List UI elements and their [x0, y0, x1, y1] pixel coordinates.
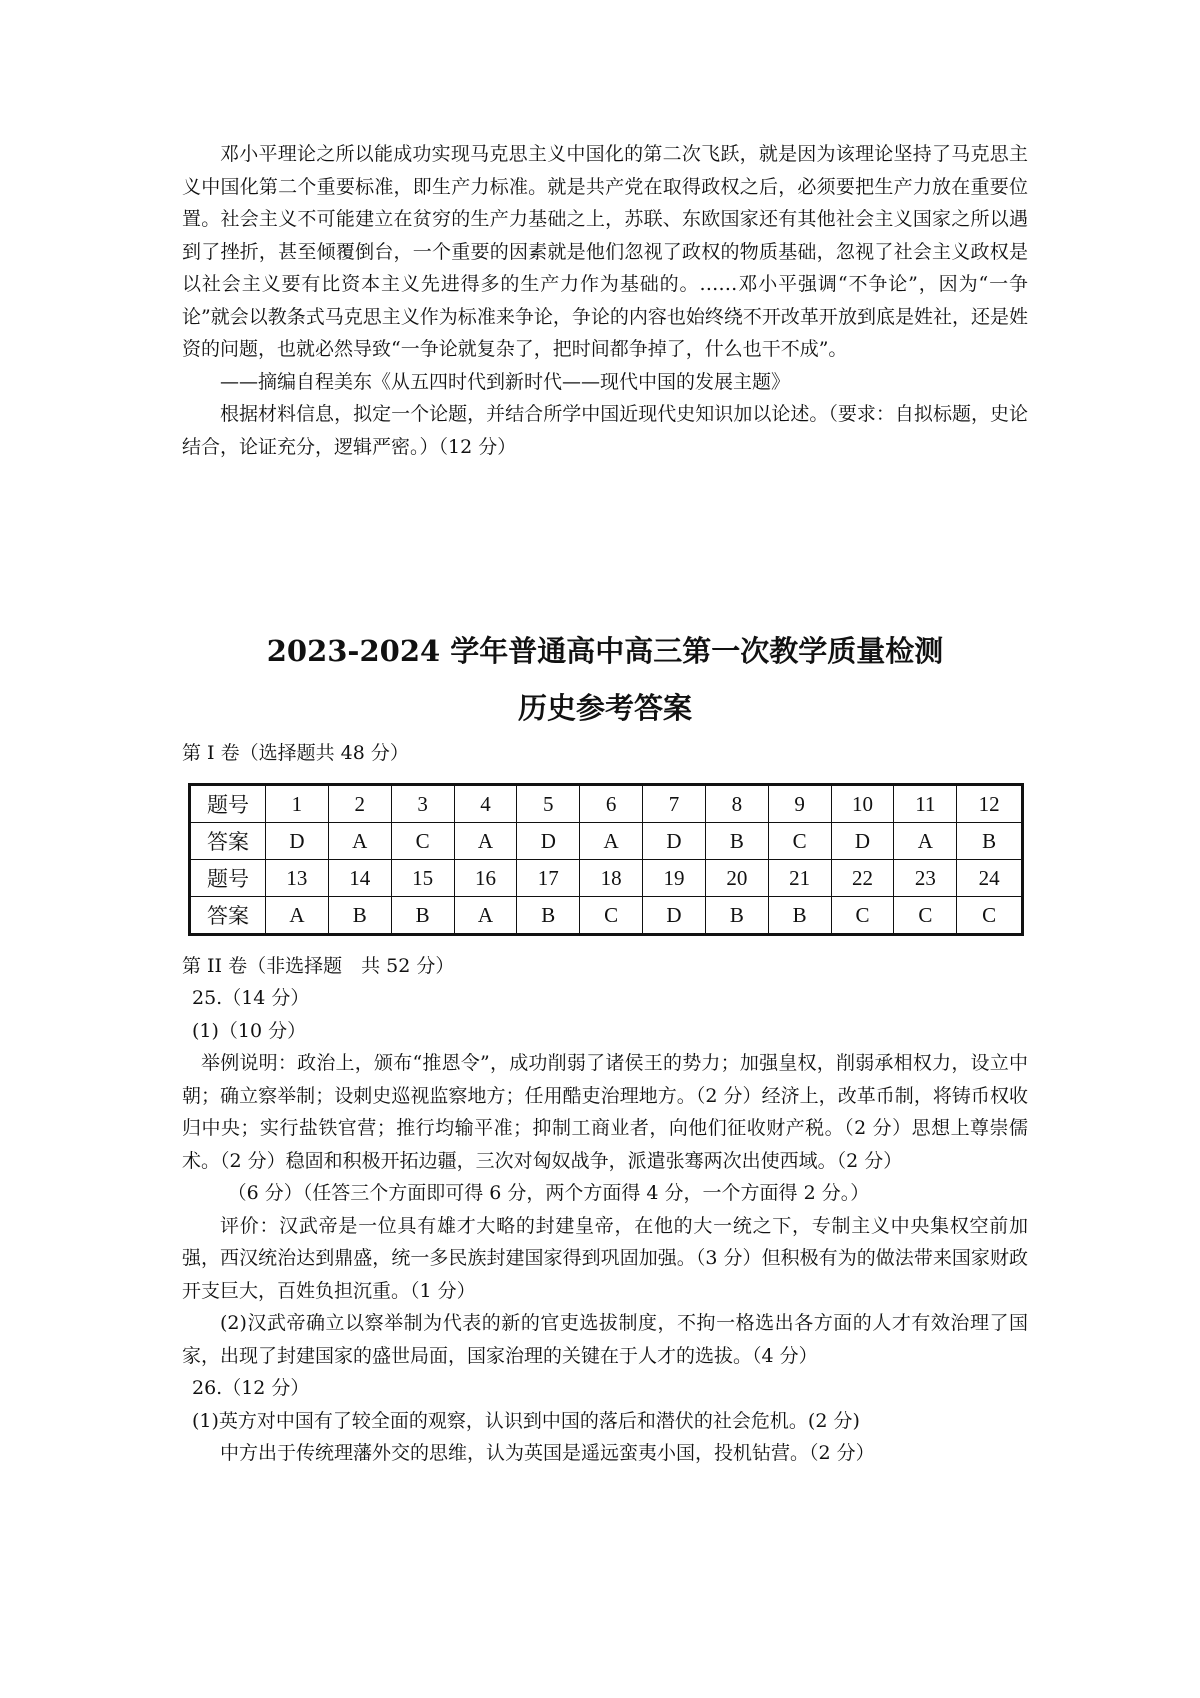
question-number: 24: [957, 860, 1023, 897]
answer-cell: B: [705, 823, 768, 860]
table-row-answers-2: [190, 897, 1023, 935]
answer-key-subtitle: 历史参考答案: [517, 691, 692, 725]
row-label-answer: 答案: [190, 823, 266, 860]
question-number: 15: [391, 860, 454, 897]
question-number: 6: [580, 785, 643, 823]
question-number: 14: [328, 860, 391, 897]
question-number: 2: [328, 785, 391, 823]
question-number: 3: [391, 785, 454, 823]
answer-cell: C: [580, 897, 643, 935]
answer-cell: B: [768, 897, 831, 935]
q25-header: 25.（14 分）: [192, 987, 310, 1009]
q26-sub1b: 中方出于传统理藩外交的思维，认为英国是遥远蛮夷小国，投机钻营。（2 分）: [220, 1442, 875, 1464]
question-number: 8: [705, 785, 768, 823]
part2-heading: 第 II 卷（非选择题 共 52 分）: [182, 955, 455, 977]
question-number: 7: [643, 785, 706, 823]
question-number: 11: [894, 785, 957, 823]
answer-cell: C: [957, 897, 1023, 935]
row-label-question: 题号: [190, 785, 266, 823]
question-number: 18: [580, 860, 643, 897]
question-number: 21: [768, 860, 831, 897]
page-gap: [182, 463, 1028, 623]
answer-cell: D: [643, 823, 706, 860]
answer-cell: D: [266, 823, 329, 860]
material-paragraph: 邓小平理论之所以能成功实现马克思主义中国化的第二次飞跃，就是因为该理论坚持了马克思主义中国化第二个重要标准，即生产力标准。就是共产党在取得政权之后，必须要把生产力放在重要位置。社会主义不可能建立在贫穷的生产力基础之上，苏联、东欧国家还有其他社会主义国家之所以遇到了挫折，甚至倾覆倒台，一个重要的因素就是他们忽视了政权的物质基础，忽视了社会主义政权是以社会主义要有比资本主义先进得多的生产力作为基础的。……邓小平强调“不争论”，因为“一争论”就会以教条式马克思主义作为标准来争论，争论的内容也始终绕不开改革开放到底是姓社，还是姓资的问题，也就必然导致“一争论就复杂了，把时间都争掉了，什么也干不成”。: [182, 143, 1028, 360]
q26-sub1: (1)英方对中国有了较全面的观察，认识到中国的落后和潜伏的社会危机。(2 分): [192, 1409, 860, 1432]
question-number: 22: [831, 860, 894, 897]
q26-header: 26.（12 分）: [192, 1377, 310, 1399]
part1-heading: 第 I 卷（选择题共 48 分）: [182, 742, 409, 764]
row-label-question: 题号: [190, 860, 266, 897]
question-number: 23: [894, 860, 957, 897]
answer-cell: A: [894, 823, 957, 860]
answer-cell: D: [831, 823, 894, 860]
question-number: 4: [454, 785, 517, 823]
table-row-numbers-1: [190, 785, 1023, 823]
answer-cell: A: [328, 823, 391, 860]
question-number: 5: [517, 785, 580, 823]
answer-cell: D: [517, 823, 580, 860]
row-label-answer: 答案: [190, 897, 266, 935]
answer-cell: B: [328, 897, 391, 935]
material-source: ——摘编自程美东《从五四时代到新时代——现代中国的发展主题》: [220, 370, 791, 393]
answer-cell: A: [266, 897, 329, 935]
answer-key-title: 2023-2024 学年普通高中高三第一次教学质量检测: [266, 634, 944, 668]
question-number: 9: [768, 785, 831, 823]
answer-cell: A: [454, 897, 517, 935]
table-row-numbers-2: [190, 860, 1023, 897]
q25-sub2: (2)汉武帝确立以察举制为代表的新的官吏选拔制度，不拘一格选出各方面的人才有效治理了国家，出现了封建国家的盛世局面，国家治理的关键在于人才的选拔。（4 分）: [182, 1312, 1028, 1367]
answer-cell: C: [894, 897, 957, 935]
table-row-answers-1: [190, 823, 1023, 860]
answer-cell: C: [768, 823, 831, 860]
answer-cell: A: [580, 823, 643, 860]
answer-table: [188, 783, 1024, 936]
q25-sub1-header: (1)（10 分）: [192, 1019, 307, 1042]
question-number: 12: [957, 785, 1023, 823]
question-number: 10: [831, 785, 894, 823]
answer-cell: B: [957, 823, 1023, 860]
answer-cell: C: [831, 897, 894, 935]
question-number: 17: [517, 860, 580, 897]
question-number: 13: [266, 860, 329, 897]
answer-cell: A: [454, 823, 517, 860]
question-number: 16: [454, 860, 517, 897]
essay-question: 根据材料信息，拟定一个论题，并结合所学中国近现代史知识加以论述。（要求：自拟标题，史论结合，论证充分，逻辑严密。）（12 分）: [182, 403, 1028, 458]
answer-cell: D: [643, 897, 706, 935]
answer-cell: B: [705, 897, 768, 935]
question-number: 20: [705, 860, 768, 897]
q25-evaluation: 评价：汉武帝是一位具有雄才大略的封建皇帝，在他的大一统之下，专制主义中央集权空前加强，西汉统治达到鼎盛，统一多民族封建国家得到巩固加强。（3 分）但积极有为的做法带来国家财政开支巨大，百姓负担沉重。（1 分）: [182, 1214, 1028, 1302]
document-page: [182, 138, 1028, 1470]
q25-examples: 举例说明：政治上，颁布“推恩令”，成功削弱了诸侯王的势力；加强皇权，削弱承相权力，设立中朝；确立察举制；设刺史巡视监察地方；任用酷吏治理地方。（2 分）经济上，改革币制，将铸币权收归中央；实行盐铁官营；推行均输平准；抑制工商业者，向他们征收财产税。（2 分）思想上尊崇儒术。（2 分）稳固和积极开拓边疆，三次对匈奴战争，派遣张骞两次出使西域。（2 分）: [182, 1052, 1028, 1172]
question-number: 1: [266, 785, 329, 823]
q25-scoring-note: （6 分）（任答三个方面即可得 6 分，两个方面得 4 分，一个方面得 2 分。）: [227, 1182, 870, 1204]
question-number: 19: [643, 860, 706, 897]
answer-cell: B: [391, 897, 454, 935]
answer-cell: B: [517, 897, 580, 935]
answer-cell: C: [391, 823, 454, 860]
